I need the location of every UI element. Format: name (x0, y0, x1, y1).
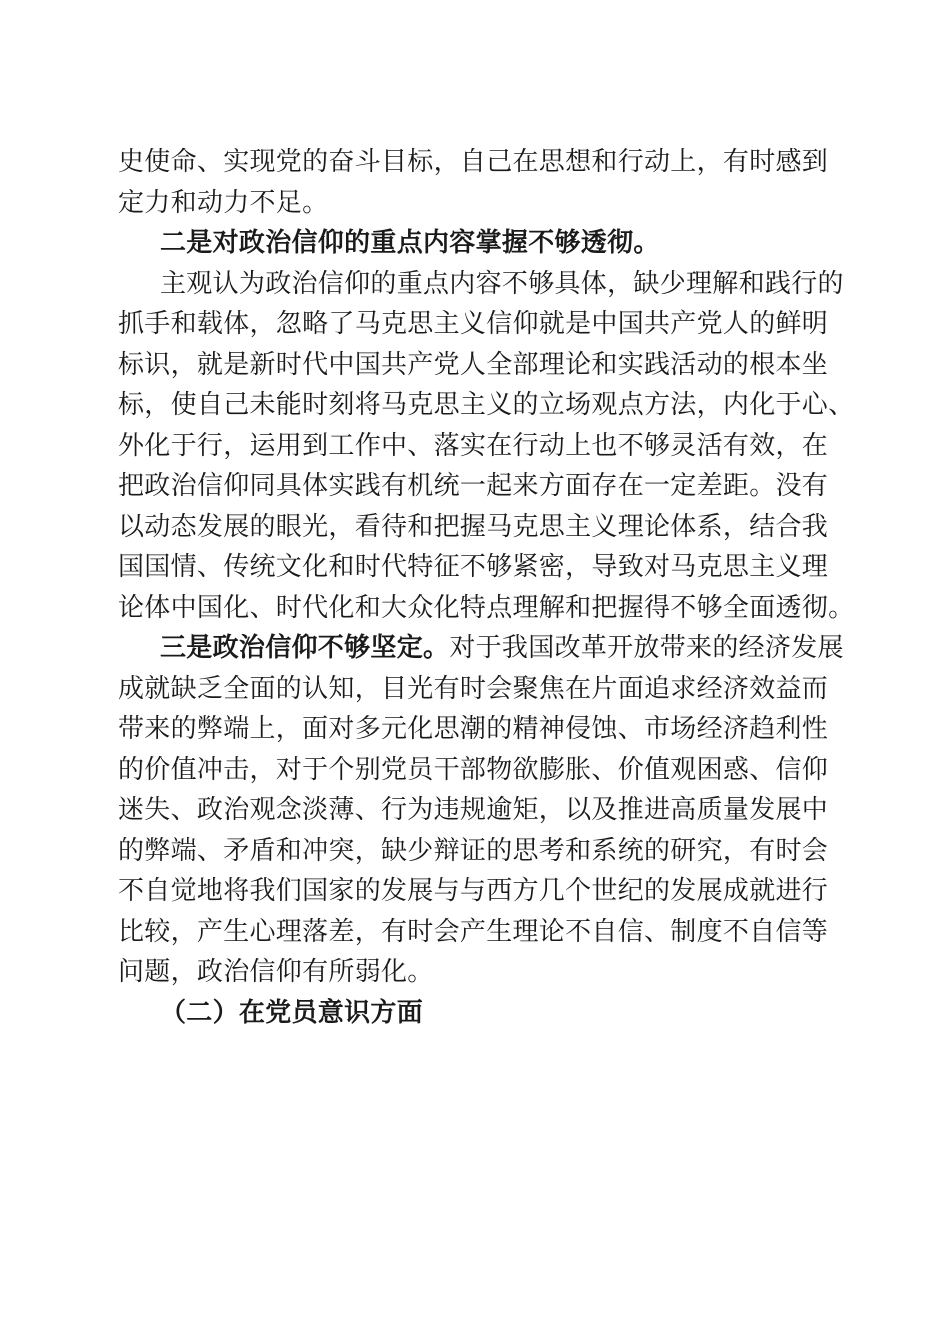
paragraph-2-line-3: 标识，就是新时代中国共产党人全部理论和实践活动的根本坐 (118, 349, 829, 380)
paragraph-3-line-5: 迷失、政治观念淡薄、行为违规逾矩，以及推进高质量发展中 (118, 795, 829, 825)
paragraph-2-line-4: 标，使自己未能时刻将马克思主义的立场观点方法，内化于心、 (118, 390, 855, 420)
paragraph-3-line-3: 带来的弊端上，面对多元化思潮的精神侵蚀、市场经济趋利性 (118, 714, 829, 744)
paragraph-3-line-7: 不自觉地将我们国家的发展与与西方几个世纪的发展成就进行 (118, 876, 829, 906)
paragraph-2-line-1: 主观认为政治信仰的重点内容不够具体，缺少理解和践行的 (160, 268, 844, 299)
paragraph-2-line-9: 论体中国化、时代化和大众化特点理解和把握得不够全面透彻。 (118, 592, 855, 623)
paragraph-3-line-8: 比较，产生心理落差，有时会产生理论不自信、制度不自信等 (118, 916, 829, 947)
paragraph-3-line-9: 问题，政治信仰有所弱化。 (118, 957, 434, 987)
document-body (118, 142, 855, 1033)
section-heading: （二）在党员意识方面 (160, 997, 424, 1028)
paragraph-2-line-8: 国国情、传统文化和时代特征不够紧密，导致对马克思主义理 (118, 552, 829, 582)
paragraph-2-line-2: 抓手和载体，忽略了马克思主义信仰就是中国共产党人的鲜明 (118, 309, 829, 339)
paragraph-1-line-2: 定力和动力不足。 (118, 187, 329, 218)
paragraph-1-line-1: 史使命、实现党的奋斗目标，自己在思想和行动上，有时感到 (118, 147, 829, 177)
paragraph-3-first-line-rest: 对于我国改革开放带来的经济发展 (449, 633, 844, 663)
paragraph-3-line-4: 的价值冲击，对于个别党员干部物欲膨胀、价值观困惑、信仰 (118, 754, 829, 785)
paragraph-1 (118, 142, 829, 223)
paragraph-3-lead: 三是政治信仰不够坚定。 (160, 633, 450, 663)
paragraph-3 (118, 628, 844, 993)
paragraph-2-line-7: 以动态发展的眼光，看待和把握马克思主义理论体系，结合我 (118, 511, 829, 542)
heading-2: 二是对政治信仰的重点内容掌握不够透彻。 (160, 228, 660, 258)
paragraph-2-line-6: 把政治信仰同具体实践有机统一起来方面存在一定差距。没有 (118, 471, 829, 501)
paragraph-2-line-5: 外化于行，运用到工作中、落实在行动上也不够灵活有效，在 (118, 430, 829, 461)
paragraph-2 (118, 264, 855, 629)
paragraph-3-line-1 (118, 628, 844, 669)
paragraph-3-line-2: 成就缺乏全面的认知，目光有时会聚焦在片面追求经济效益而 (118, 673, 829, 704)
paragraph-3-line-6: 的弊端、矛盾和冲突，缺少辩证的思考和系统的研究，有时会 (118, 835, 829, 866)
